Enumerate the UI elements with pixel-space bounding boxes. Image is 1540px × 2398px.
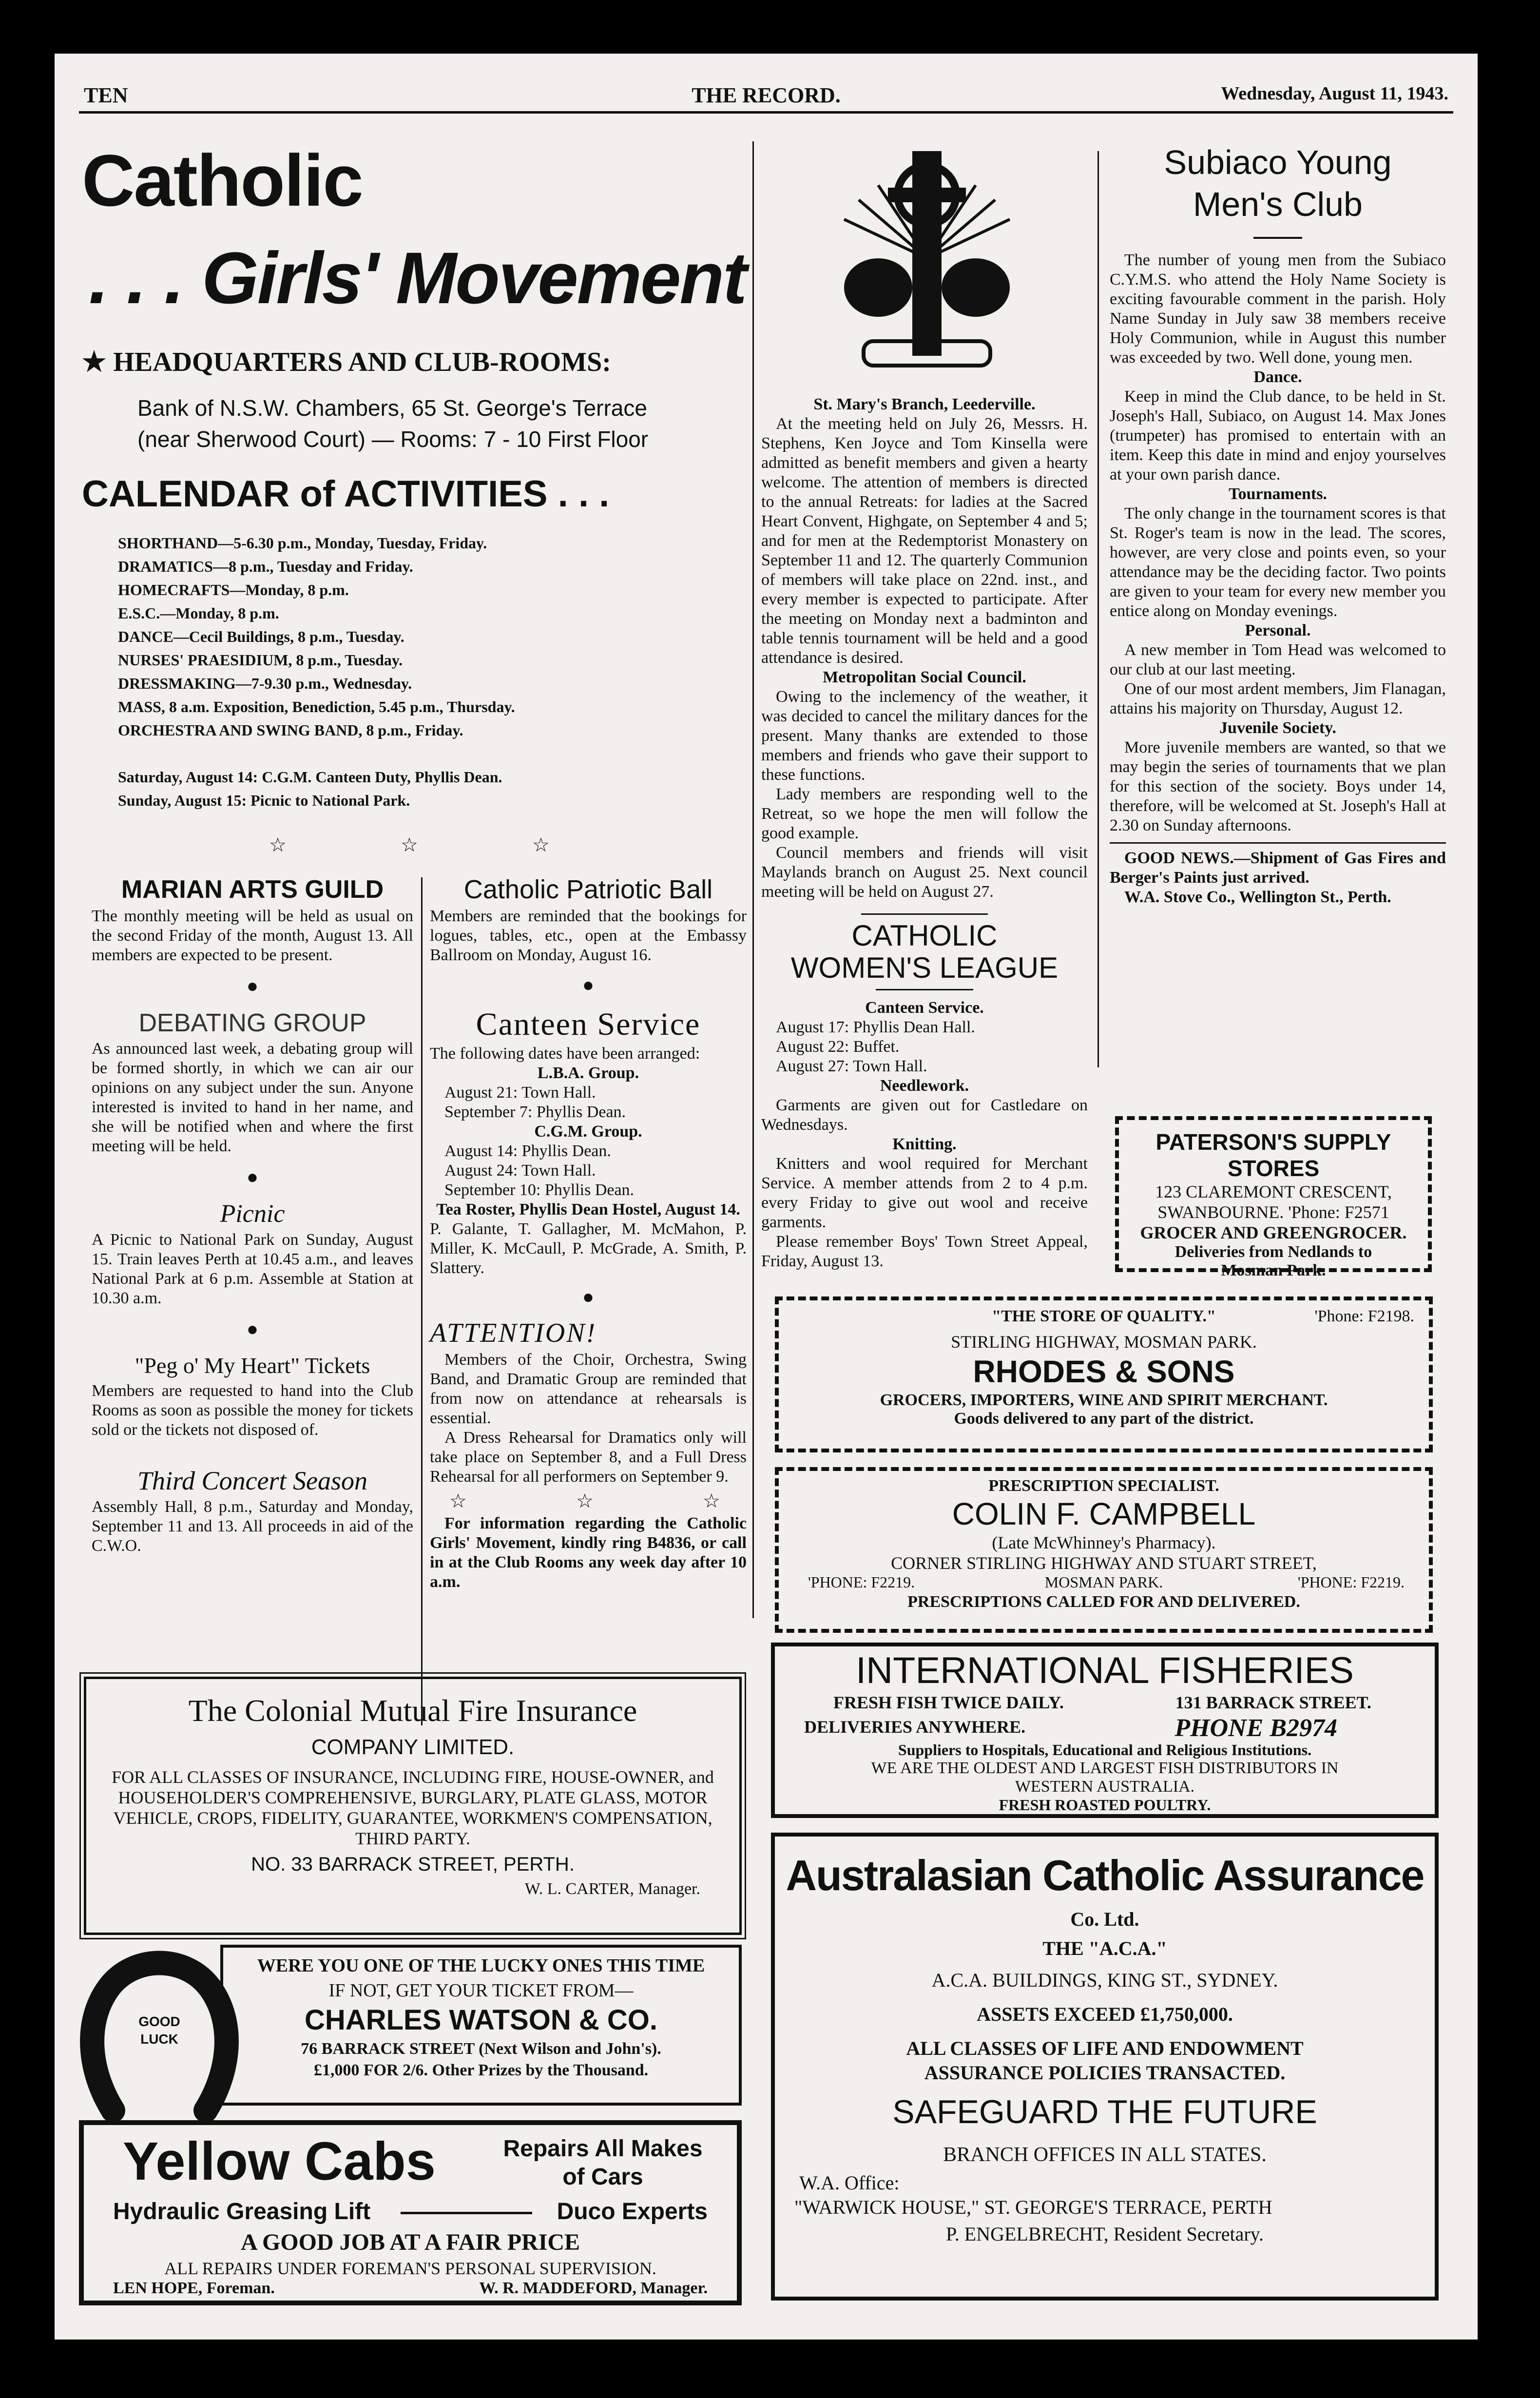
personal-text-2: One of our most ardent members, Jim Flanagan, attains his majority on Thursday, August 12. xyxy=(1110,680,1446,717)
dance-title: Dance. xyxy=(1253,368,1302,386)
calendar-sunday: Sunday, August 15: Picnic to National Park. xyxy=(118,792,410,809)
hq-heading xyxy=(82,346,611,378)
issue-date: Wednesday, August 11, 1943. xyxy=(1221,83,1448,104)
campbell-name: COLIN F. CAMPBELL xyxy=(952,1496,1256,1531)
paterson-deliv2: Mosman Park. xyxy=(1221,1261,1326,1279)
stmary-text: At the meeting held on July 26, Messrs. H. Stephens, Ken Joyce and Tom Kinsella were admitted as benefit members and given a hearty welcome. The attention of members is directed to the annual Retreats: for ladies at the Sacred Heart Convent, Highgate, on September 4 and 5; and for men at the Redemptorist Monastery on September 11 and 12. The quarterly Communion of members will take place on 22nd. inst., and every member is expected to participate. After the meeting on Monday next a badminton and table tennis tournament will be held and a good attendance is desired. xyxy=(761,415,1088,667)
canteen-title: Canteen Service xyxy=(476,1006,701,1042)
cgm-group-line: August 14: Phyllis Dean. xyxy=(444,1142,611,1160)
star-ornament-icon: ☆ xyxy=(401,834,418,856)
bullet-icon: ● xyxy=(582,1286,595,1308)
cabs-ad xyxy=(79,2120,742,2305)
calendar-list xyxy=(118,531,742,812)
cgm-group-line: August 24: Town Hall. xyxy=(444,1161,596,1180)
campbell-park: MOSMAN PARK. xyxy=(1044,1573,1163,1591)
aca-warwick: "WARWICK HOUSE," ST. GEORGE'S TERRACE, PERTH xyxy=(794,2196,1272,2218)
cabs-name: Yellow Cabs xyxy=(123,2131,436,2191)
lba-line: August 21: Town Hall. xyxy=(444,1083,596,1102)
debating-text: As announced last week, a debating group will be formed shortly, in which we can air our opinions on any subject under the sun. Anyone interested is invited to hand in her name, and she will be notified when and where the first meeting will be held. xyxy=(92,1040,413,1155)
attention-title: ATTENTION! xyxy=(430,1318,597,1348)
paterson-addr2: SWANBOURNE. 'Phone: F2571 xyxy=(1157,1202,1389,1222)
lba-title: L.B.A. Group. xyxy=(537,1064,639,1082)
knit-title: Knitting. xyxy=(892,1135,957,1153)
rhodes-quality: "THE STORE OF QUALITY." xyxy=(992,1307,1216,1325)
cabs-mad: W. R. MADDEFORD, Manager. xyxy=(479,2279,708,2297)
cgm-group-title: C.G.M. Group. xyxy=(534,1122,642,1141)
cabs-fair: A GOOD JOB AT A FAIR PRICE xyxy=(240,2229,580,2255)
league-title-2: WOMEN'S LEAGUE xyxy=(790,951,1059,984)
paterson-ad xyxy=(1115,1116,1432,1279)
canteen-intro: The following dates have been arranged: xyxy=(430,1044,700,1063)
bullet-icon: ● xyxy=(246,1166,259,1188)
fisheries-street: 131 BARRACK STREET. xyxy=(1175,1693,1371,1712)
cgm-title-line2: . . . Girls' Movement xyxy=(89,237,746,319)
concert-text: Assembly Hall, 8 p.m., Saturday and Monday, September 11 and 13. All proceeds in aid of the C.W.O. xyxy=(92,1498,413,1555)
calendar-item: DRESSMAKING—7-9.30 p.m., Wednesday. xyxy=(118,675,412,692)
picnic-text: A Picnic to National Park on Sunday, August 15. Train leaves Perth at 10.45 a.m., and leaves National Park at 6 p.m. Assemble at Station at 10.30 a.m. xyxy=(92,1231,413,1307)
colonial-co: COMPANY LIMITED. xyxy=(311,1735,515,1759)
cabs-lift: Hydraulic Greasing Lift xyxy=(113,2199,371,2224)
left-column xyxy=(92,872,413,1556)
stmary-title: St. Mary's Branch, Leederville. xyxy=(813,395,1036,413)
star-ornament-icon: ☆ xyxy=(449,1490,467,1512)
calendar-title: CALENDAR of ACTIVITIES . . . xyxy=(82,473,610,515)
subiaco-title-2: Men's Club xyxy=(1193,185,1363,223)
aca-name: Australasian Catholic Assurance xyxy=(786,1851,1424,1899)
aca-assets: ASSETS EXCEED £1,750,000. xyxy=(977,2003,1233,2025)
metro-text-2: Lady members are responding well to the Retreat, so we hope the men will follow the good example. xyxy=(761,785,1088,842)
watson-addr: 76 BARRACK STREET (Next Wilson and John's). xyxy=(301,2040,661,2058)
calendar-item: ORCHESTRA AND SWING BAND, 8 p.m., Friday. xyxy=(118,721,463,739)
subiaco-column xyxy=(1110,141,1446,907)
cwl-canteen-line: August 27: Town Hall. xyxy=(776,1057,927,1075)
roster-title: Tea Roster, Phyllis Dean Hostel, August 14. xyxy=(436,1200,740,1218)
marian-title: MARIAN ARTS GUILD xyxy=(121,875,384,904)
marian-text: The monthly meeting will be held as usual on the second Friday of the month, August 13. All members are expected to be present. xyxy=(92,907,413,964)
horseshoe-icon xyxy=(79,1945,240,2125)
subiaco-title-1: Subiaco Young xyxy=(1164,143,1392,181)
league-title-1: CATHOLIC xyxy=(851,919,998,952)
masthead-rule xyxy=(79,111,1453,114)
fisheries-wa: WESTERN AUSTRALIA. xyxy=(1015,1778,1195,1796)
fisheries-ad xyxy=(771,1643,1439,1818)
fisheries-name: INTERNATIONAL FISHERIES xyxy=(856,1650,1354,1691)
star-icon: ★ xyxy=(82,347,107,377)
calendar-item: SHORTHAND—5-6.30 p.m., Monday, Tuesday, Friday. xyxy=(118,534,487,552)
peg-text: Members are requested to hand into the Club Rooms as soon as possible the money for tickets sold or the tickets not disposed of. xyxy=(92,1382,413,1439)
rhodes-name: RHODES & SONS xyxy=(973,1354,1235,1389)
cwl-canteen-title: Canteen Service. xyxy=(865,999,984,1017)
hq-label: HEADQUARTERS AND CLUB-ROOMS: xyxy=(113,347,611,377)
campbell-ad xyxy=(775,1467,1433,1633)
attention-text-1: Members of the Choir, Orchestra, Swing Band, and Dramatic Group are reminded that from now on attendance at rehearsals is essential. xyxy=(430,1351,747,1427)
star-ornament-icon: ☆ xyxy=(269,834,287,856)
calendar-item: MASS, 8 a.m. Exposition, Benediction, 5.45 p.m., Thursday. xyxy=(118,698,515,716)
star-row xyxy=(430,1487,747,1514)
cabs-all: ALL REPAIRS UNDER FOREMAN'S PERSONAL SUPERVISION. xyxy=(164,2259,656,2278)
cabs-duco: Duco Experts xyxy=(557,2199,708,2224)
rhodes-phone: 'Phone: F2198. xyxy=(1314,1307,1414,1325)
aca-bld: A.C.A. BUILDINGS, KING ST., SYDNEY. xyxy=(931,1969,1278,1991)
colonial-text: FOR ALL CLASSES OF INSURANCE, INCLUDING FIRE, HOUSE-OWNER, and HOUSEHOLDER'S COMPREHENSIVE, BURGLARY, PLATE GLASS, MOTOR VEHICLE, CROPS, FIDELITY, GUARANTEE, WORKMEN'S COMPENSATION, THIRD PARTY. xyxy=(112,1767,714,1848)
aca-the: THE "A.C.A." xyxy=(1042,1937,1167,1959)
juv-title: Juvenile Society. xyxy=(1219,719,1336,737)
subiaco-intro: The number of young men from the Subiaco C.Y.M.S. who attend the Holy Name Society is exciting favourable comment in the parish. Holy Name Sunday in July saw 38 members receive Holy Communion, while in August this number was exceeded by two. Well done, young men. xyxy=(1110,251,1446,367)
aca-safe: SAFEGUARD THE FUTURE xyxy=(892,2093,1317,2130)
ball-text: Members are reminded that the bookings for logues, tables, etc., open at the Embassy Ballroom on Monday, August 16. xyxy=(430,907,747,964)
personal-title: Personal. xyxy=(1245,621,1311,639)
watson-name: CHARLES WATSON & CO. xyxy=(305,2004,657,2036)
debating-title: DEBATING GROUP xyxy=(138,1009,366,1037)
bullet-icon: ● xyxy=(582,974,595,996)
cwl-crest-icon xyxy=(834,141,1020,395)
cwl-canteen-line: August 22: Buffet. xyxy=(776,1038,900,1056)
metro-text-3: Council members and friends will visit Maylands branch on August 25. Next council meeting will be held on August 27. xyxy=(761,844,1088,901)
fisheries-sup: Suppliers to Hospitals, Educational and Religious Institutions. xyxy=(898,1741,1312,1759)
colonial-mgr: W. L. CARTER, Manager. xyxy=(524,1880,700,1898)
star-ornament-icon: ☆ xyxy=(576,1490,594,1512)
knit-text-1: Knitters and wool required for Merchant Service. A member attends from 2 to 4 p.m. every Friday to give out wool and receive garments. xyxy=(761,1155,1088,1231)
campbell-phone-right: 'PHONE: F2219. xyxy=(1297,1573,1405,1591)
tourn-text: The only change in the tournament scores is that St. Roger's team is now in the lead. The scores, however, are very close and points even, so your attendance may be the deciding factor. Two points are given to your team for every new member you entice along on Monday evenings. xyxy=(1110,504,1446,620)
info-text: For information regarding the Catholic Girls' Movement, kindly ring B4836, or call in at the Club Rooms any week day after 10 a.m. xyxy=(430,1514,747,1591)
fisheries-fresh: FRESH FISH TWICE DAILY. xyxy=(833,1693,1064,1712)
aca-classes-1: ALL CLASSES OF LIFE AND ENDOWMENT xyxy=(906,2037,1304,2059)
newspaper-title: THE RECORD. xyxy=(692,83,841,107)
calendar-saturday: Saturday, August 14: C.G.M. Canteen Duty, Phyllis Dean. xyxy=(118,768,502,786)
column-rule xyxy=(752,141,754,1618)
fisheries-poultry: FRESH ROASTED POULTRY. xyxy=(999,1796,1211,1814)
needle-text: Garments are given out for Castledare on Wednesdays. xyxy=(761,1096,1088,1134)
watson-ad xyxy=(220,1945,742,2106)
metro-title: Metropolitan Social Council. xyxy=(823,668,1026,686)
rhodes-addr: STIRLING HIGHWAY, MOSMAN PARK. xyxy=(951,1332,1257,1352)
peg-title: "Peg o' My Heart" Tickets xyxy=(135,1353,370,1378)
paterson-addr: 123 CLAREMONT CRESCENT, xyxy=(1155,1182,1392,1201)
campbell-late: (Late McWhinney's Pharmacy). xyxy=(992,1533,1216,1552)
fisheries-phone: PHONE B2974 xyxy=(1174,1714,1337,1742)
calendar-item: HOMECRAFTS—Monday, 8 p.m. xyxy=(118,581,349,599)
masthead xyxy=(84,83,1448,112)
paterson-deliv1: Deliveries from Nedlands to xyxy=(1174,1243,1372,1261)
goodnews-text: GOOD NEWS.—Shipment of Gas Fires and Berger's Paints just arrived. xyxy=(1110,849,1446,887)
aca-co: Co. Ltd. xyxy=(1070,1908,1139,1930)
lba-line: September 7: Phyllis Dean. xyxy=(444,1103,626,1121)
personal-text-1: A new member in Tom Head was welcomed to our club at our last meeting. xyxy=(1110,641,1446,678)
aca-sec: P. ENGELBRECHT, Resident Secretary. xyxy=(945,2223,1264,2245)
page-number: TEN xyxy=(84,83,128,107)
paterson-name: PATERSON'S SUPPLY STORES xyxy=(1155,1129,1391,1181)
aca-wa: W.A. Office: xyxy=(799,2172,900,2194)
rhodes-ad xyxy=(775,1296,1433,1452)
roster-text: P. Galante, T. Gallagher, M. McMahon, P. Miller, K. McCaull, P. McGrade, A. Smith, P. Slattery. xyxy=(430,1220,747,1277)
watson-q: WERE YOU ONE OF THE LUCKY ONES THIS TIME xyxy=(257,1955,705,1976)
watson-ifnot: IF NOT, GET YOUR TICKET FROM— xyxy=(328,1980,634,2001)
calendar-item: E.S.C.—Monday, 8 p.m. xyxy=(118,604,279,622)
ball-title: Catholic Patriotic Ball xyxy=(463,875,713,904)
paterson-line: GROCER AND GREENGROCER. xyxy=(1140,1223,1407,1242)
watson-prize: £1,000 FOR 2/6. Other Prizes by the Thousand. xyxy=(313,2061,649,2079)
metro-text-1: Owing to the inclemency of the weather, it was decided to cancel the military dances for the present. Many thanks are extended to those members and friends who gave their support to these functions. xyxy=(761,688,1088,784)
calendar-item: DANCE—Cecil Buildings, 8 p.m., Tuesday. xyxy=(118,628,404,645)
fisheries-deliv: DELIVERIES ANYWHERE. xyxy=(804,1717,1026,1737)
fisheries-oldest: WE ARE THE OLDEST AND LARGEST FISH DISTRIBUTORS IN xyxy=(871,1759,1339,1777)
picnic-title: Picnic xyxy=(220,1200,285,1228)
cwl-column xyxy=(761,395,1088,1271)
rhodes-line: GROCERS, IMPORTERS, WINE AND SPIRIT MERCHANT. xyxy=(880,1391,1328,1409)
dance-text: Keep in mind the Club dance, to be held in St. Joseph's Hall, Subiaco, on August 14. Max Jones (trumpeter) has promised to entertain with an item. Keep this date in mind and enjoy yourselves at your own parish dance. xyxy=(1110,387,1446,483)
juv-text: More juvenile members are wanted, so that we may begin the series of tournaments that we plan for this section of the society. Boys under 14, therefore, will be welcomed at St. Joseph's Hall at 2.30 on Sunday afternoons. xyxy=(1110,738,1446,834)
colonial-name: The Colonial Mutual Fire Insurance xyxy=(188,1693,637,1728)
horseshoe-text: GOOD LUCK xyxy=(138,2014,180,2047)
attention-text-2: A Dress Rehearsal for Dramatics only will take place on September 8, and a Full Dress Rehearsal for all performers on September 9. xyxy=(430,1429,747,1486)
hq-address-2: (near Sherwood Court) — Rooms: 7 - 10 First Floor xyxy=(137,426,649,452)
bullet-icon: ● xyxy=(246,1318,259,1340)
concert-title: Third Concert Season xyxy=(137,1466,367,1495)
colonial-ad xyxy=(84,1677,742,1935)
calendar-item: NURSES' PRAESIDIUM, 8 p.m., Tuesday. xyxy=(118,651,403,669)
aca-ad xyxy=(771,1833,1439,2301)
cgm-title-line1: Catholic xyxy=(82,139,363,221)
rhodes-deliv: Goods delivered to any part of the district. xyxy=(954,1410,1254,1428)
calendar-item: DRAMATICS—8 p.m., Tuesday and Friday. xyxy=(118,558,413,575)
campbell-called: PRESCRIPTIONS CALLED FOR AND DELIVERED. xyxy=(907,1593,1300,1611)
aca-branch: BRANCH OFFICES IN ALL STATES. xyxy=(943,2144,1267,2166)
campbell-phone-left: 'PHONE: F2219. xyxy=(808,1573,915,1591)
tourn-title: Tournaments. xyxy=(1229,485,1327,503)
colonial-addr: NO. 33 BARRACK STREET, PERTH. xyxy=(251,1854,575,1875)
star-ornament-icon: ☆ xyxy=(532,834,550,856)
campbell-addr: CORNER STIRLING HIGHWAY AND STUART STREET, xyxy=(891,1553,1317,1573)
newspaper-page xyxy=(55,54,1478,2340)
needle-title: Needlework. xyxy=(880,1077,969,1095)
knit-text-2: Please remember Boys' Town Street Appeal, Friday, August 13. xyxy=(761,1233,1088,1270)
column-rule xyxy=(1097,151,1099,1067)
goodnews-text-2: W.A. Stove Co., Wellington St., Perth. xyxy=(1124,888,1391,906)
cabs-repairs: Repairs All Makes of Cars xyxy=(503,2136,703,2190)
cabs-dash xyxy=(401,2212,532,2214)
cabs-len: LEN HOPE, Foreman. xyxy=(113,2279,275,2297)
hq-address-1: Bank of N.S.W. Chambers, 65 St. George's Terrace xyxy=(137,395,647,421)
star-ornament-icon: ☆ xyxy=(703,1490,720,1512)
cgm-group-line: September 10: Phyllis Dean. xyxy=(444,1181,635,1199)
campbell-spec: PRESCRIPTION SPECIALIST. xyxy=(988,1477,1219,1495)
bullet-icon: ● xyxy=(246,975,259,997)
aca-classes-2: ASSURANCE POLICIES TRANSACTED. xyxy=(924,2062,1286,2084)
cwl-canteen-line: August 17: Phyllis Dean Hall. xyxy=(776,1018,975,1036)
middle-column xyxy=(430,872,747,1592)
column-rule xyxy=(421,877,423,1725)
